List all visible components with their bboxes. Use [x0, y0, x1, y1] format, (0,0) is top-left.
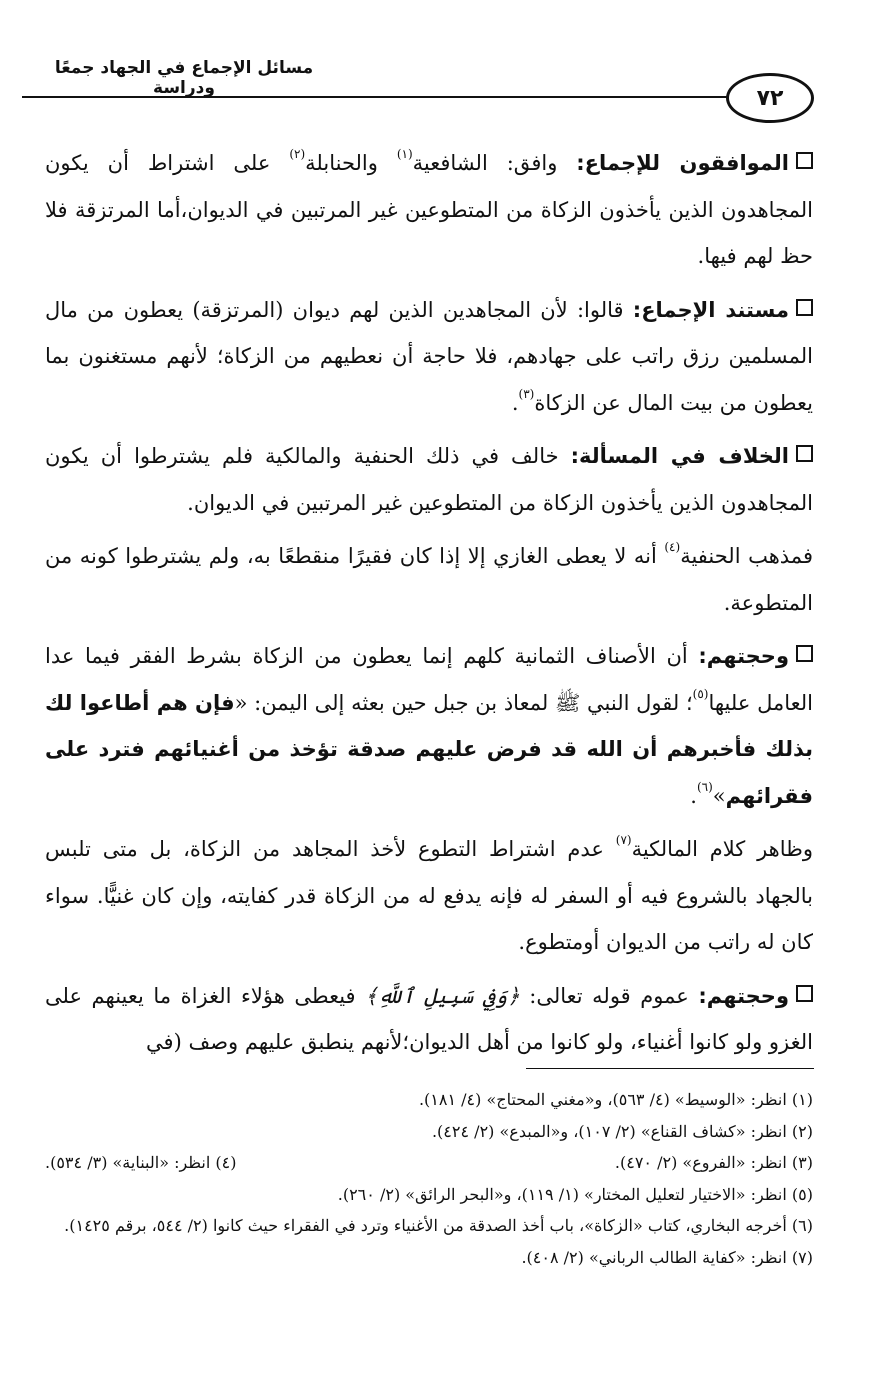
checkbox-square-icon — [796, 645, 813, 662]
paragraph-text: . — [511, 390, 519, 415]
paragraph-text: وافق: الشافعية — [412, 151, 577, 175]
footnote-ref: (٥) — [692, 686, 709, 701]
running-header-title: مسائل الإجماع في الجهاد جمعًا ودراسة — [54, 58, 314, 98]
paragraph-heading: مستند الإجماع: — [632, 297, 789, 322]
header-rule — [22, 96, 727, 98]
paragraph-heading: الخلاف في المسألة: — [570, 444, 789, 468]
checkbox-square-icon — [796, 445, 813, 462]
checkbox-square-icon — [796, 299, 813, 316]
checkbox-square-icon — [796, 152, 813, 169]
footnote-ref: (٢) — [289, 147, 306, 161]
paragraph-text: قالوا: لأن المجاهدين الذين لهم ديوان (المرتزقة) يعطون من مال المسلمين رزق راتب على جهادهم، فلا حاجة أن نعطيهم من الزكاة؛ لأنهم مستغنون بما يعطون من بيت المال عن الزكاة — [45, 297, 813, 415]
quran-verse: ﴿وَفِي سَبِيلِ ٱللَّهِ﴾ — [365, 983, 520, 1008]
paragraph-text: خالف في ذلك الحنفية والمالكية فلم يشترطوا أن يكون المجاهدون الذين يأخذون الزكاة من المتطوعين غير المرتبين في الديوان. — [45, 444, 813, 515]
paragraph-text: أنه لا يعطى الغازي إلا إذا كان فقيرًا منقطعًا به، ولم يشترطوا كونه من المتطوعة. — [45, 544, 813, 615]
footnote-separator — [526, 1068, 814, 1069]
paragraph-text: عموم قوله تعالى: — [519, 983, 699, 1008]
paragraph-text: على اشتراط أن يكون المجاهدون الذين يأخذون الزكاة من المتطوعين غير المرتبين في الديوان،أما المرتزقة فلا حظ لهم فيها. — [45, 151, 813, 268]
paragraph-text: ؛ لقول النبي ﷺ لمعاذ بن جبل حين بعثه إلى اليمن: « — [234, 690, 693, 715]
footnote-3: (٣) انظر: «الفروع» (٢/ ٤٧٠). — [614, 1153, 813, 1172]
paragraph-heading: وحجتهم: — [698, 983, 789, 1008]
paragraph-text: والحنابلة — [305, 151, 397, 175]
footnote-2: (٢) انظر: «كشاف القناع» (٢/ ١٠٧)، و«المبدع» (٢/ ٤٢٤). — [431, 1121, 813, 1141]
paragraph-heading: الموافقون للإجماع: — [576, 151, 790, 175]
checkbox-square-icon — [796, 985, 813, 1002]
footnote-ref: (٧) — [615, 833, 632, 847]
paragraph-text: . — [690, 783, 697, 808]
main-text — [45, 140, 813, 1073]
paragraph-basis — [45, 287, 813, 427]
paragraph-text: فمذهب الحنفية — [680, 544, 813, 568]
page-number: ٧٢ — [756, 85, 784, 111]
footnote-4: (٤) انظر: «البناية» (٣/ ٥٣٤). — [45, 1153, 237, 1172]
paragraph-dispute — [45, 433, 813, 526]
footnote-6: (٦) أخرجه البخاري، كتاب «الزكاة»، باب أخذ الصدقة من الأغنياء وترد في الفقراء حيث كانوا (٢/ ٥٤٤، برقم ١٤٢٥). — [64, 1216, 813, 1235]
paragraph-argument-2 — [45, 973, 813, 1066]
paragraph-text: أن الأصناف الثمانية كلهم إنما يعطون من الزكاة بشرط الفقر فيما عدا العامل عليها — [45, 644, 813, 715]
footnotes — [45, 1084, 813, 1273]
paragraph-text: فيعطى هؤلاء الغزاة ما يعينهم على الغزو ولو كانوا أغنياء، ولو كانوا من أهل الديوان؛لأنهم ينطبق عليهم وصف (في — [45, 983, 813, 1054]
footnote-5: (٥) انظر: «الاختيار لتعليل المختار» (١/ ١١٩)، و«البحر الرائق» (٢/ ٢٦٠). — [337, 1184, 813, 1204]
footnote-ref: (٦) — [696, 779, 713, 794]
footnote-ref: (٣) — [518, 386, 535, 401]
footnote-row-3-4 — [45, 1147, 813, 1179]
footnote-ref: (١) — [396, 147, 413, 161]
paragraph-argument-1 — [45, 633, 813, 819]
hadith-quote: فإن هم أطاعوا لك بذلك فأخبرهم أن الله قد فرض عليهم صدقة تؤخذ من أغنيائهم فترد على فقرائهم — [45, 690, 813, 808]
paragraph-heading: وحجتهم: — [698, 644, 789, 668]
paragraph-consenters — [45, 140, 813, 280]
footnote-7: (٧) انظر: «كفاية الطالب الرباني» (٢/ ٤٠٨). — [521, 1247, 813, 1267]
footnote-1: (١) انظر: «الوسيط» (٤/ ٥٦٣)، و«مغني المحتاج» (٤/ ١٨١). — [418, 1090, 813, 1109]
paragraph-text: » — [712, 783, 726, 808]
page-number-oval — [726, 73, 814, 123]
paragraph-maliki — [45, 826, 813, 966]
paragraph-text: وظاهر كلام المالكية — [631, 837, 813, 861]
footnote-ref: (٤) — [664, 540, 681, 554]
paragraph-hanafi — [45, 533, 813, 626]
paragraph-text: عدم اشتراط التطوع لأخذ المجاهد من الزكاة، بل متى تلبس بالجهاد بالشروع فيه أو السفر له فإنه يدفع له من الزكاة قدر كفايته، وإن كان غنيًّا. سواء كان له راتب من الديوان أومتطوع. — [45, 837, 813, 954]
